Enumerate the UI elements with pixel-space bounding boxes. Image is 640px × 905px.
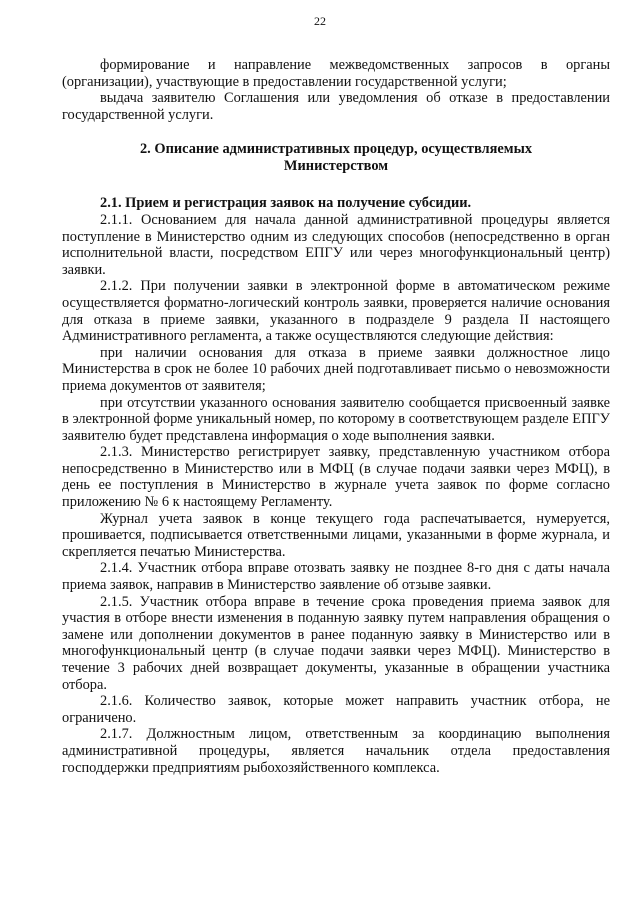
paragraph-2-1-4: 2.1.4. Участник отбора вправе отозвать заявку не позднее 8-го дня с даты начала приема заявок, направив в Министерство заявление об отзыве заявки. <box>62 560 610 594</box>
document-body <box>62 57 610 776</box>
paragraph-2-1-5: 2.1.5. Участник отбора вправе в течение срока проведения приема заявок для участия в отборе внести изменения в поданную заявку путем направления обращения о замене или дополнении документов в ранее поданную заявку в Министерство или в многофункциональный центр (в случае подачи заявки через МФЦ). Министерство в течение 3 рабочих дней возвращает документы, указанные в обращении участника отбора. <box>62 593 610 693</box>
intro-paragraph: формирование и направление межведомственных запросов в органы (организации), участвующие в предоставлении государственной услуги; <box>62 57 610 90</box>
section-heading <box>62 141 610 175</box>
paragraph-refusal-case: при наличии основания для отказа в приеме заявки должностное лицо Министерства в срок не более 10 рабочих дней подготавливает письмо о невозможности приема документов от заявителя; <box>62 344 610 394</box>
section-heading-line: Министерством <box>283 158 389 175</box>
paragraph-2-1-2: 2.1.2. При получении заявки в электронной форме в автоматическом режиме осуществляется форматно-логический контроль заявки, проверяется наличие основания для отказа в приеме заявки, указанного в подразделе 9 раздела II настоящего Административного регламента, а также осуществляются следующие действия: <box>62 278 610 345</box>
intro-paragraph: выдача заявителю Соглашения или уведомления об отказе в предоставлении государственной услуги. <box>62 90 610 123</box>
paragraph-2-1-1: 2.1.1. Основанием для начала данной административной процедуры является поступление в Министерство одним из следующих способов (непосредственно в орган исполнительной власти, посредством ЕПГУ или через многофункциональный центр) заявки. <box>62 211 610 278</box>
paragraph-acceptance-case: при отсутствии указанного основания заявителю сообщается присвоенный заявке в электронной форме уникальный номер, по которому в соответствующем разделе ЕПГУ заявителю будет представлена информация о ходе выполнения заявки. <box>62 394 610 444</box>
subsection-heading: 2.1. Прием и регистрация заявок на получение субсидии. <box>100 195 472 212</box>
paragraph-2-1-3: 2.1.3. Министерство регистрирует заявку, представленную участником отбора непосредственно в Министерство или в МФЦ (в случае подачи заявки через МФЦ), в день ее поступления в Министерство в журнале учета заявок по форме согласно приложению № 6 к настоящему Регламенту. <box>62 444 610 511</box>
paragraph-journal: Журнал учета заявок в конце текущего года распечатывается, нумеруется, прошивается, подписывается ответственными лицами, указанными в форме журнала, и скрепляется печатью Министерства. <box>62 510 610 560</box>
paragraph-2-1-7: 2.1.7. Должностным лицом, ответственным за координацию выполнения административной процедуры, является начальник отдела предоставления господдержки предприятиям рыбохозяйственного комплекса. <box>62 726 610 776</box>
section-heading-line: 2. Описание административных процедур, осуществляемых <box>139 141 533 158</box>
paragraph-2-1-6: 2.1.6. Количество заявок, которые может направить участник отбора, не ограничено. <box>62 693 610 726</box>
page-number: 22 <box>314 14 326 28</box>
